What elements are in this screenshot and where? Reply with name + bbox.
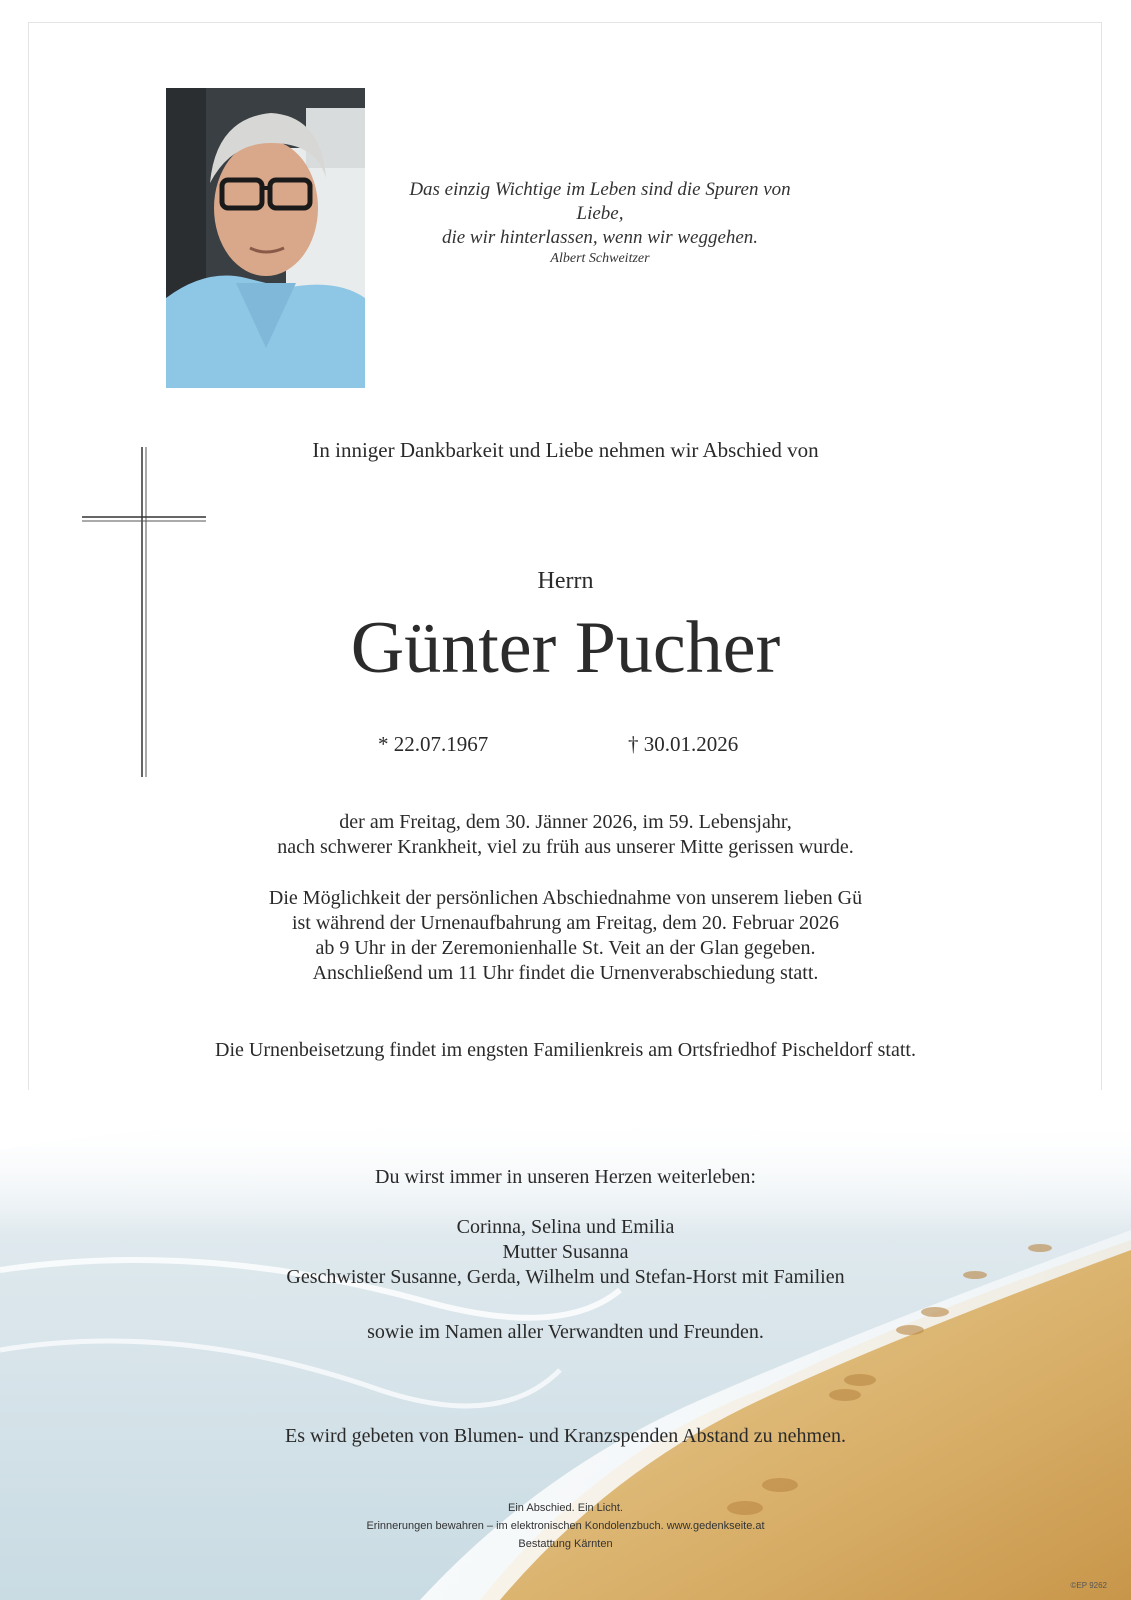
- paragraph-line: ab 9 Uhr in der Zeremonienhalle St. Veit an der Glan gegeben.: [315, 937, 816, 959]
- relatives-line: sowie im Namen aller Verwandten und Freunden.: [367, 1321, 764, 1343]
- quote-line-2: die wir hinterlassen, wenn wir weggehen.: [441, 227, 759, 248]
- death-notice-paragraph: [0, 810, 1131, 860]
- paragraph-line: ist während der Urnenaufbahrung am Freitag, dem 20. Februar 2026: [291, 912, 840, 934]
- quote-author: Albert Schweitzer: [550, 251, 650, 266]
- mourner-line: Mutter Susanna: [502, 1241, 629, 1263]
- print-code: ©EP 9262: [1070, 1581, 1107, 1590]
- mourner-line: Corinna, Selina und Emilia: [456, 1216, 675, 1238]
- footer: [0, 1499, 1131, 1553]
- death-date: † 30.01.2026: [628, 732, 739, 756]
- birth-date: * 22.07.1967: [378, 732, 489, 756]
- farewell-paragraph: [0, 886, 1131, 986]
- salutation: Herrn: [537, 568, 594, 594]
- paragraph-line: der am Freitag, dem 30. Jänner 2026, im 59. Lebensjahr,: [339, 811, 792, 833]
- mourners-list: [0, 1215, 1131, 1290]
- portrait-photo: [166, 88, 365, 388]
- paragraph-line: Die Möglichkeit der persönlichen Abschiednahme von unserem lieben Gü: [268, 887, 863, 909]
- footer-line-3: Bestattung Kärnten: [518, 1538, 613, 1550]
- mourner-line: Geschwister Susanne, Gerda, Wilhelm und Stefan-Horst mit Familien: [286, 1266, 845, 1288]
- deceased-name: Günter Pucher: [350, 607, 781, 689]
- footer-line-2: Erinnerungen bewahren – im elektronischen Kondolenzbuch. www.gedenkseite.at: [366, 1520, 765, 1532]
- paragraph-line: nach schwerer Krankheit, viel zu früh aus unserer Mitte gerissen wurde.: [277, 836, 854, 858]
- mourners-intro: Du wirst immer in unseren Herzen weiterleben:: [375, 1166, 756, 1188]
- footer-line-1: Ein Abschied. Ein Licht.: [508, 1502, 623, 1514]
- quote-line-1: Das einzig Wichtige im Leben sind die Spuren von Liebe,: [409, 179, 791, 224]
- paragraph-line: Anschließend um 11 Uhr findet die Urnenverabschiedung statt.: [312, 962, 819, 984]
- donation-request: Es wird gebeten von Blumen- und Kranzspenden Abstand zu nehmen.: [285, 1425, 846, 1447]
- quote-block: [400, 178, 800, 268]
- intro-text: In inniger Dankbarkeit und Liebe nehmen wir Abschied von: [312, 438, 819, 462]
- burial-paragraph: Die Urnenbeisetzung findet im engsten Familienkreis am Ortsfriedhof Pischeldorf statt.: [215, 1039, 916, 1061]
